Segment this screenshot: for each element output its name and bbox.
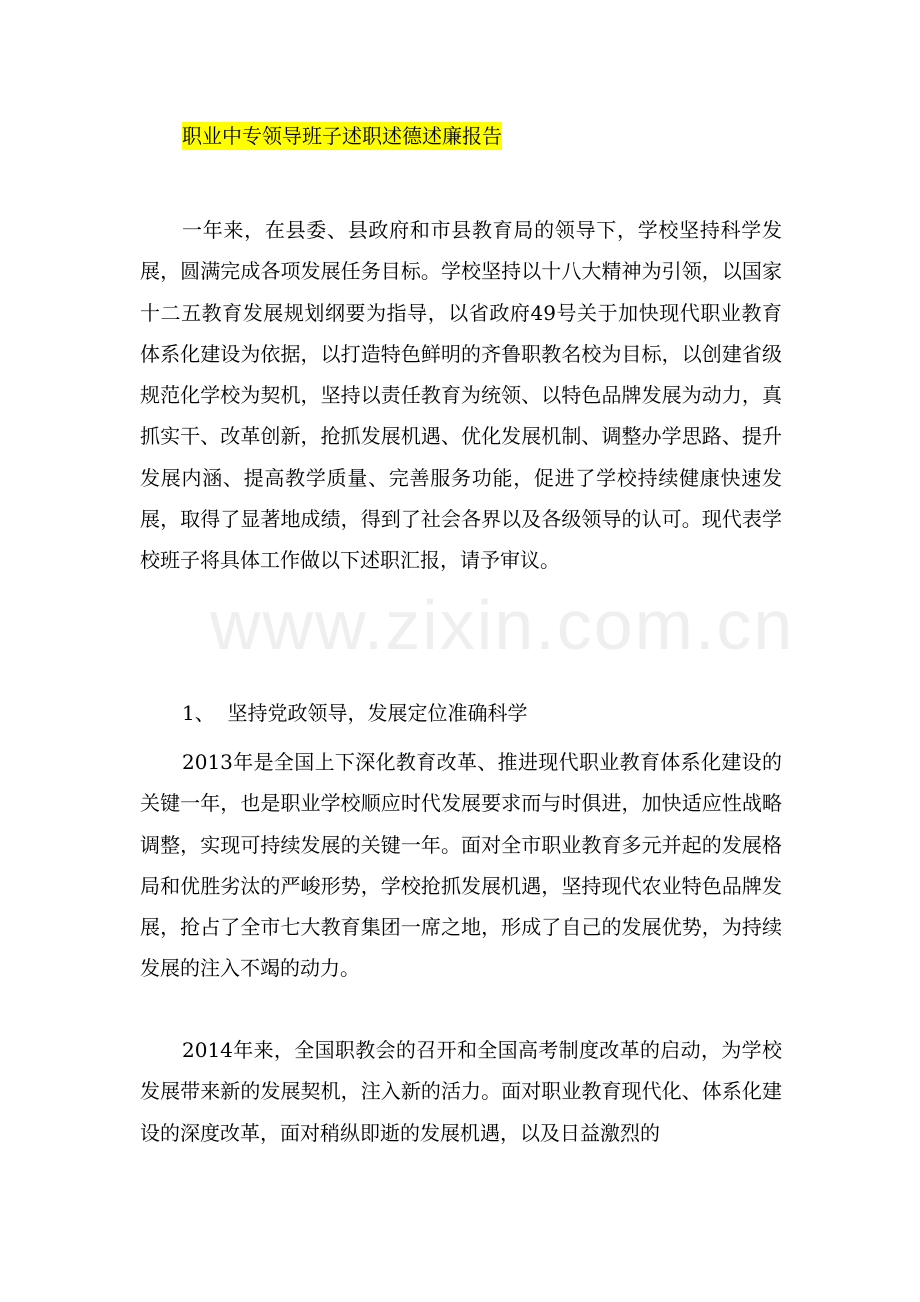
document-title (182, 118, 502, 154)
paragraph-2013: 2013年是全国上下深化教育改革、推进现代职业教育体系化建设的关键一年，也是职业学校顺应时代发展要求而与时俱进，加快适应性战略调整，实现可持续发展的关键一年。面对全市职业教育多元并起的发展格局和优胜劣汰的严峻形势，学校抢抓发展机遇，坚持现代农业特色品牌发展，抢占了全市七大教育集团一席之地，形成了自己的发展优势，为持续发展的注入不竭的动力。 (140, 750, 782, 981)
paragraph-intro: 一年来，在县委、县政府和市县教育局的领导下，学校坚持科学发展，圆满完成各项发展任务目标。学校坚持以十八大精神为引领，以国家十二五教育发展规划纲要为指导，以省政府49号关于加快现代职业教育体系化建设为依据，以打造特色鲜明的齐鲁职教名校为目标，以创建省级规范化学校为契机，坚持以责任教育为统领、以特色品牌发展为动力，真抓实干、改革创新，抢抓发展机遇、优化发展机制、调整办学思路、提升发展内涵、提高教学质量、完善服务功能，促进了学校持续健康快速发展，取得了显著地成绩，得到了社会各界以及各级领导的认可。现代表学校班子将具体工作做以下述职汇报，请予审议。 (140, 218, 782, 573)
document-title-text: 职业中专领导班子述职述德述廉报告 (182, 124, 502, 148)
watermark: www.zixin.com.cn (210, 586, 795, 664)
paragraph-2014: 2014年来，全国职教会的召开和全国高考制度改革的启动，为学校发展带来新的发展契机，注入新的活力。面对职业教育现代化、体系化建设的深度改革，面对稍纵即逝的发展机遇，以及日益激烈的 (140, 1038, 782, 1145)
section-heading-1: 1、 坚持党政领导，发展定位准确科学 (182, 701, 528, 725)
